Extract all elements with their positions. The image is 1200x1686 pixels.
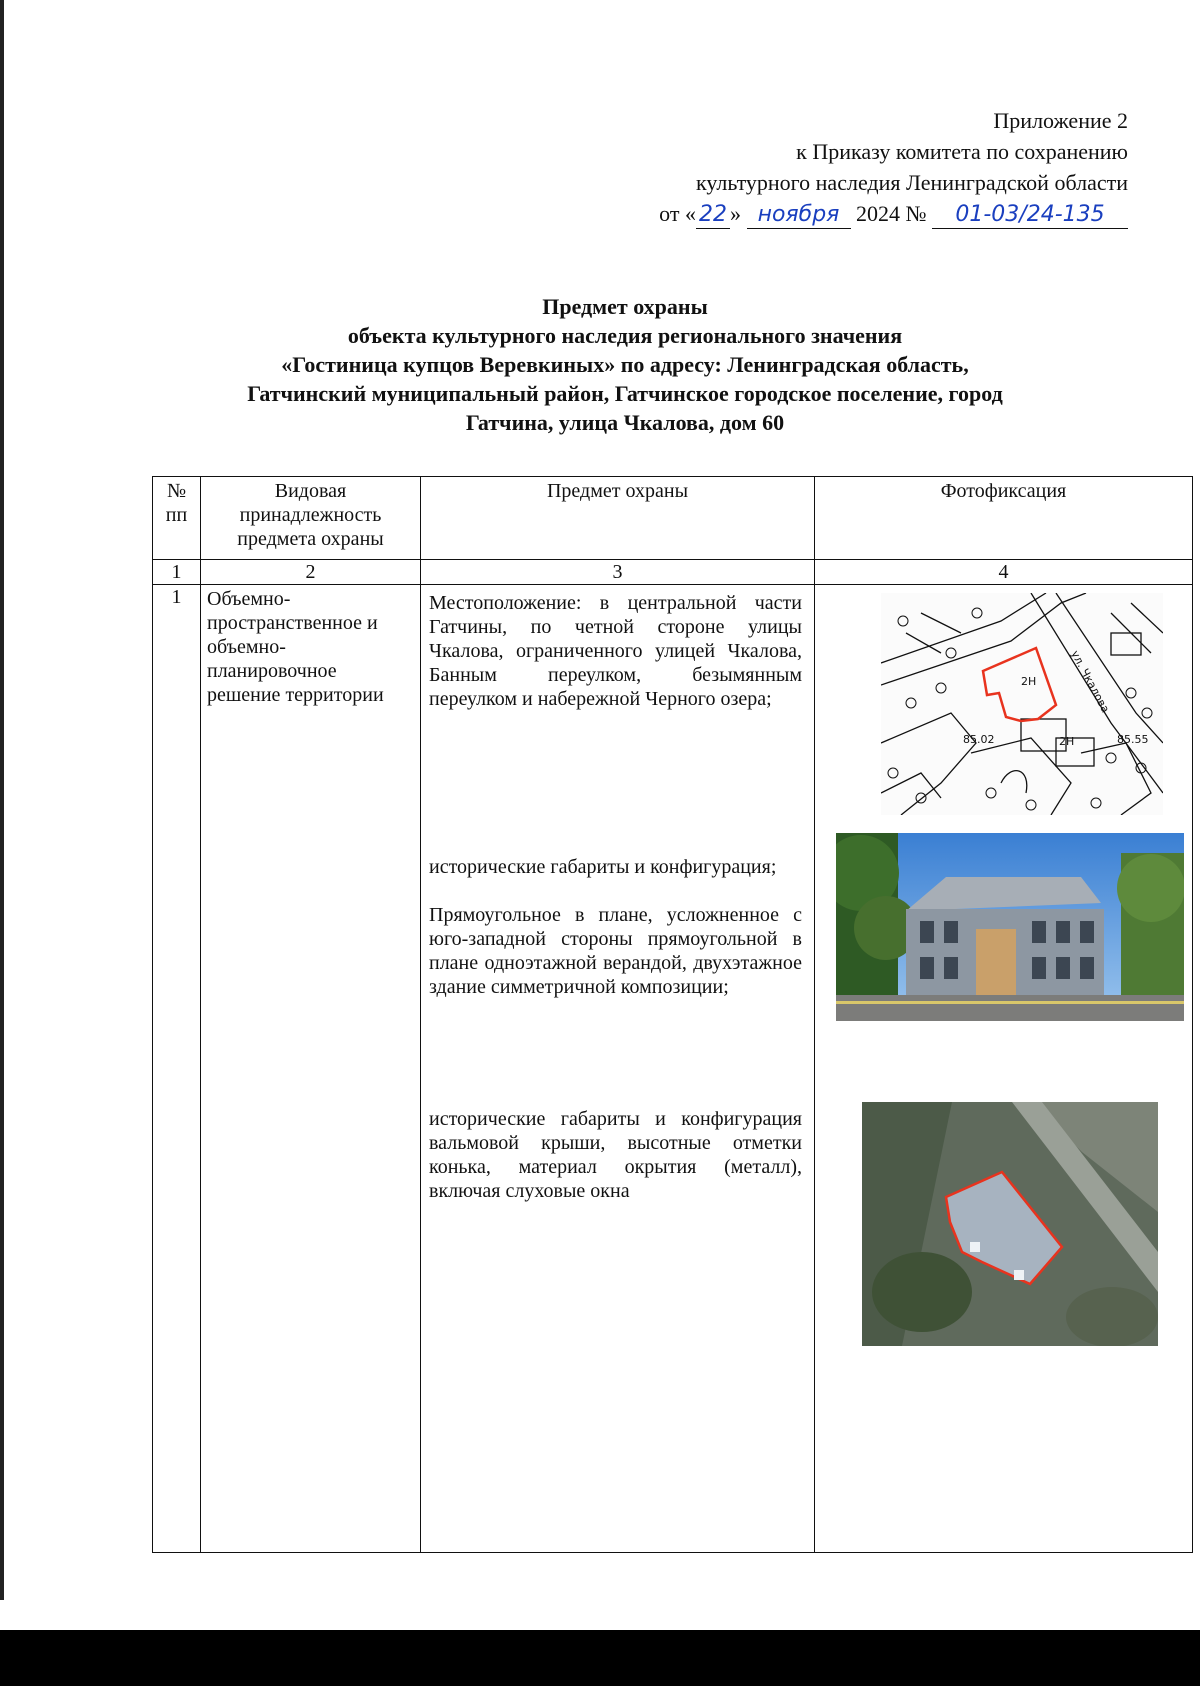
map-floors-label-a: 2Н (1021, 675, 1037, 688)
header-type: Видовая принадлежность предмета охраны (201, 477, 421, 560)
order-number: 01-03/24-135 (932, 202, 1128, 229)
appendix-line-2: к Приказу комитета по сохранению (796, 139, 1128, 164)
title-line-4: Гатчинский муниципальный район, Гатчинское городское поселение, город (247, 381, 1003, 406)
appendix-line-3: культурного наследия Ленинградской области (696, 170, 1128, 195)
title-line-1: Предмет охраны (542, 294, 708, 319)
col-number-1: 1 (153, 560, 201, 585)
order-year-number-label: 2024 № (856, 201, 927, 226)
col-number-3: 3 (421, 560, 815, 585)
header-subject: Предмет охраны (421, 477, 815, 560)
map-floors-label-b: 2Н (1059, 735, 1075, 748)
row-type-text: Объемно-пространственное и объемно-планировочное решение территории (207, 588, 384, 706)
date-quote: » (730, 201, 741, 226)
aerial-photo-image (862, 1102, 1158, 1346)
header-number: № пп (153, 477, 201, 560)
map-elevation-2: 85.55 (1117, 733, 1149, 746)
document-title (130, 292, 1120, 437)
title-line-3: «Гостиница купцов Веревкиных» по адресу: Ленинградская область, (281, 352, 969, 377)
col-number-4: 4 (815, 560, 1193, 585)
title-line-2: объекта культурного наследия регионального значения (347, 323, 903, 348)
subject-plan: Прямоугольное в плане, усложненное с юго-западной стороны прямоугольной в плане одноэтажной верандой, двухэтажное здание симметричной композиции; (429, 904, 802, 998)
table-row (153, 585, 1193, 1553)
map-elevation-1: 85.02 (963, 733, 995, 746)
order-day: 22 (696, 202, 730, 229)
location-map-image (881, 593, 1163, 815)
col-number-2: 2 (201, 560, 421, 585)
appendix-header (508, 105, 1128, 229)
scan-bottom-border (0, 1630, 1200, 1686)
order-date-line (508, 198, 1128, 229)
subject-location: Местоположение: в центральной части Гатчины, по четной стороне улицы Чкалова, ограниченного улицей Чкалова, Банным переулком, безымянным переулком и набережной Черного озера; (429, 592, 802, 710)
table-header-row (153, 477, 1193, 560)
protection-subject-table (152, 476, 1193, 1553)
appendix-line-1: Приложение 2 (993, 108, 1128, 133)
date-prefix: от « (659, 201, 696, 226)
row-subject (421, 585, 815, 1553)
order-month: ноября (747, 202, 851, 229)
subject-roof: исторические габариты и конфигурация вальмовой крыши, высотные отметки конька, материал окрытия (металл), включая слуховые окна (429, 1108, 802, 1202)
row-type (201, 585, 421, 1553)
building-photo-image (836, 833, 1184, 1021)
row-number: 1 (153, 585, 201, 1553)
subject-dimensions: исторические габариты и конфигурация; (429, 856, 777, 878)
column-number-row (153, 560, 1193, 585)
scan-left-edge (0, 0, 4, 1600)
title-line-5: Гатчина, улица Чкалова, дом 60 (465, 410, 785, 435)
row-photos (815, 585, 1193, 1553)
header-photo: Фотофиксация (815, 477, 1193, 560)
map-street-label: ул. Чкалова (1068, 648, 1112, 715)
